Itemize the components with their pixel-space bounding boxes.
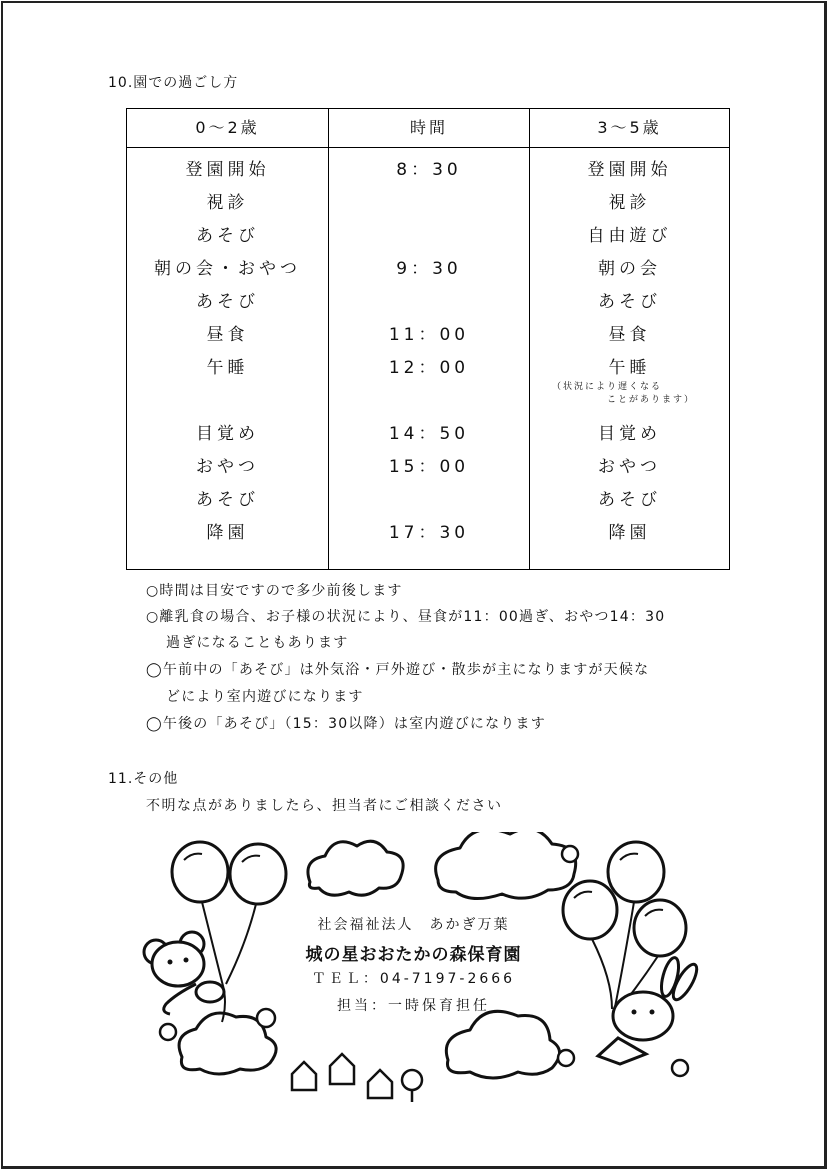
nap-note-line-2: ことがあります） (607, 395, 696, 405)
older-row: 午睡 (608, 358, 651, 378)
note-line: ○離乳食の場合、お子様の状況により、昼食が11：00過ぎ、おやつ14：30 (146, 609, 666, 625)
bird-icon (562, 846, 578, 862)
section-10-title: 10.園での過ごし方 (108, 75, 239, 91)
contact-instruction: 不明な点がありましたら、担当者にご相談ください (146, 798, 503, 814)
tel-number: ＴＥＬ：04-7197-2666 (311, 971, 516, 987)
balloon-icon (172, 842, 228, 902)
time-row: 8：30 (396, 160, 462, 180)
bird-icon (672, 1060, 688, 1076)
older-row: おやつ (598, 457, 661, 477)
balloon-icon (230, 844, 286, 904)
infant-row: 降園 (206, 523, 249, 543)
infant-row: おやつ (196, 457, 259, 477)
section-11-title: 11.その他 (108, 771, 179, 787)
bird-icon (160, 1024, 176, 1040)
older-row: 目覚め (598, 424, 661, 444)
older-row: 朝の会 (598, 259, 661, 279)
older-row: 視診 (608, 193, 651, 213)
note-line: ◯午前中の「あそび」は外気浴・戸外遊び・散歩が主になりますが天候な (146, 662, 650, 678)
infant-row: あそび (196, 292, 259, 312)
older-row: あそび (598, 490, 661, 510)
time-row: 15：00 (388, 457, 470, 477)
older-row: 降園 (608, 523, 651, 543)
infant-row: 午睡 (206, 358, 249, 378)
tree-icon (402, 1070, 422, 1090)
cloud-icon (436, 832, 576, 899)
note-line: ◯午後の「あそび」（15：30以降）は室内遊びになります (146, 716, 546, 732)
bird-icon (558, 1050, 574, 1066)
older-row: 登園開始 (587, 160, 672, 180)
note-line: ○時間は目安ですので多少前後します (146, 583, 403, 599)
older-row: あそび (598, 292, 661, 312)
schedule-table (126, 108, 730, 570)
nursery-name: 城の星おおたかの森保育園 (305, 945, 522, 965)
infant-row: あそび (196, 226, 259, 246)
infant-row: あそび (196, 490, 259, 510)
time-row: 9：30 (396, 259, 462, 279)
balloon-icon (608, 842, 664, 902)
cloud-icon (308, 841, 403, 895)
header-time: 時間 (409, 118, 448, 137)
older-row: 自由遊び (587, 226, 672, 246)
header-divider (127, 147, 729, 148)
header-infant: 0～2歳 (195, 118, 260, 137)
nap-note-line-1: （状況により遅くなる (552, 382, 663, 392)
infant-row: 目覚め (196, 424, 259, 444)
note-line: 過ぎになることもあります (166, 635, 349, 651)
house-icon (368, 1070, 392, 1098)
note-line: どにより室内遊びになります (166, 689, 364, 705)
house-icon (292, 1062, 316, 1090)
time-row: 12：00 (388, 358, 470, 378)
time-row: 17：30 (388, 523, 470, 543)
time-row: 14：50 (388, 424, 470, 444)
time-row: 11：00 (388, 325, 470, 345)
cloud-icon (446, 1011, 559, 1078)
contact-person: 担当：一時保育担任 (337, 998, 490, 1014)
header-older: 3～5歳 (597, 118, 662, 137)
org-name: 社会福祉法人 あかぎ万葉 (317, 917, 510, 933)
older-row: 昼食 (608, 325, 651, 345)
house-icon (330, 1054, 354, 1084)
infant-row: 朝の会・おやつ (154, 259, 301, 279)
infant-row: 登園開始 (185, 160, 270, 180)
infant-row: 昼食 (206, 325, 249, 345)
infant-row: 視診 (206, 193, 249, 213)
